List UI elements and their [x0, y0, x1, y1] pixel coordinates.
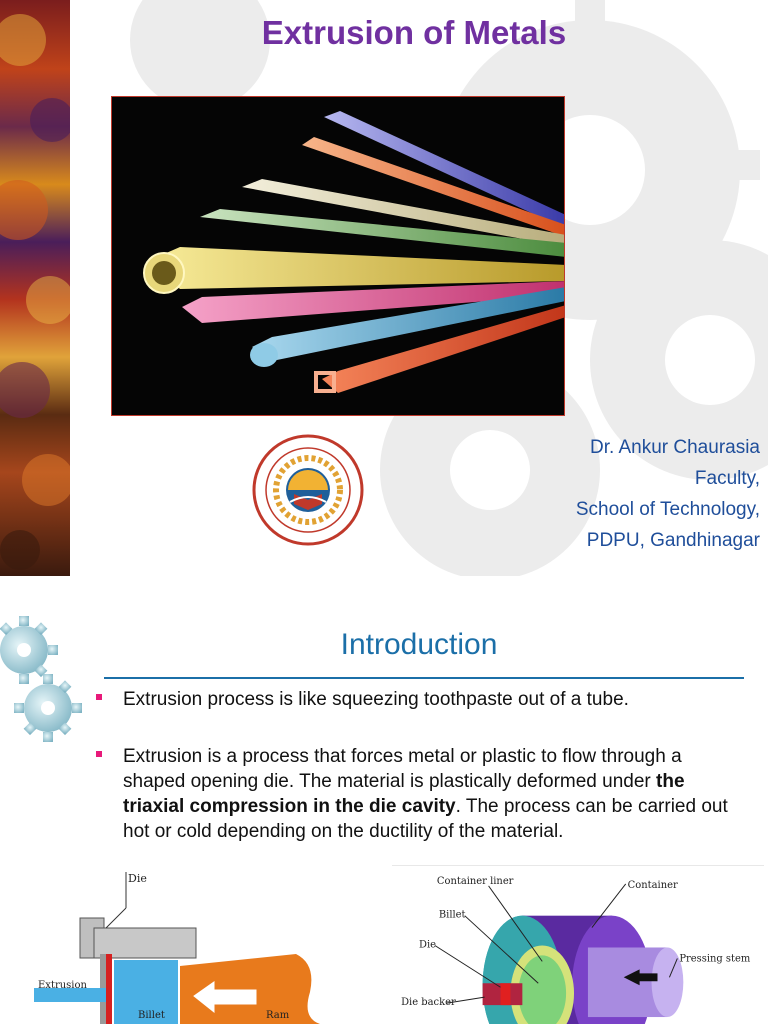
label-die: Die [128, 872, 147, 885]
decorative-gear-strip [0, 0, 70, 576]
author-info [576, 432, 760, 556]
emphasis-text: the triaxial compression in the die cavity [123, 771, 685, 817]
list-item: Extrusion is a process that forces metal or plastic to flow through a shaped opening die. The material is plastically deformed under the triaxial compression in the die cavity. The process can be carried out hot or cold depending on the ductility of the material. [96, 744, 746, 844]
label-container: Container [627, 879, 678, 891]
label-ram: Ram [266, 1010, 290, 1021]
label-die: Die [419, 939, 437, 951]
extrusion-profiles-photo [111, 96, 565, 416]
bullet-list [96, 687, 746, 876]
slide-title: Introduction [340, 628, 498, 661]
label-container-liner: Container liner [436, 875, 514, 887]
label-billet: Billet [438, 909, 466, 921]
title-divider [104, 677, 744, 679]
extrusion-container-diagram [392, 865, 764, 1024]
slide-title: Extrusion of Metals [261, 14, 567, 51]
author-institution: PDPU, Gandhinagar [586, 530, 760, 551]
author-school: School of Technology, [575, 499, 760, 520]
bullet-marker-icon [96, 751, 102, 757]
decorative-gears-icon [0, 612, 90, 742]
label-pressing-stem: Pressing stem [679, 953, 751, 965]
introduction-slide [0, 590, 768, 1024]
label-die-backer: Die backer [401, 997, 456, 1009]
label-extrusion: Extrusion [38, 980, 87, 991]
pdpu-logo [250, 432, 366, 548]
extruded-profiles-image [112, 97, 565, 416]
list-item: Extrusion process is like squeezing toothpaste out of a tube. [96, 687, 746, 712]
strip-gears-icon [0, 0, 70, 576]
label-billet: Billet [138, 1010, 165, 1021]
author-name: Dr. Ankur Chaurasia [589, 437, 760, 458]
extrusion-schematic-diagram [34, 868, 334, 1024]
author-role: Faculty, [694, 468, 760, 489]
bullet-marker-icon [96, 694, 102, 700]
